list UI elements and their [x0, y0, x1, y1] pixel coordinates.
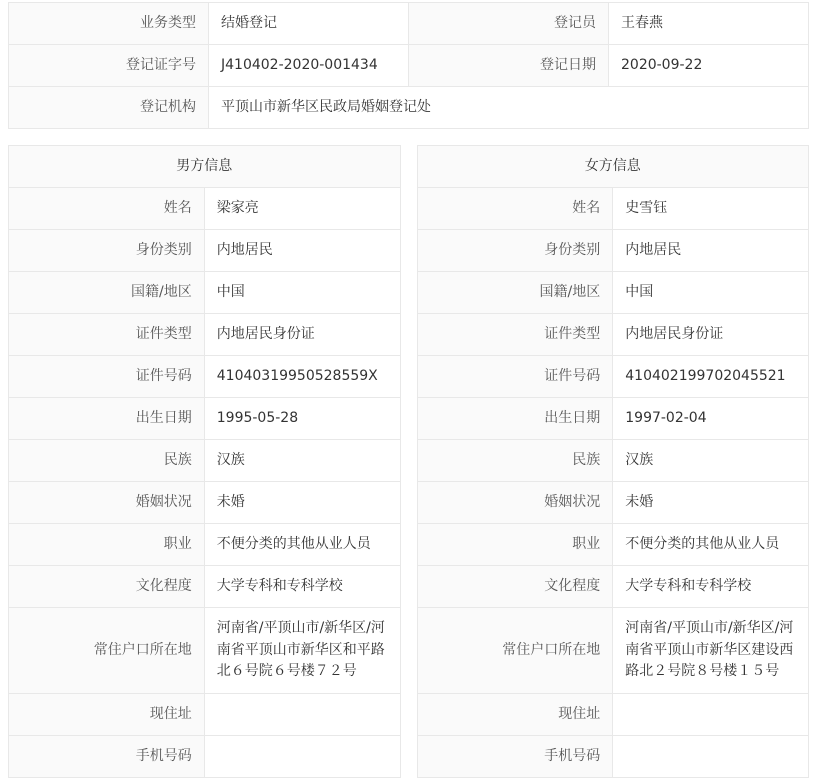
female-nationality-value: 中国 [613, 272, 809, 314]
male-ethnicity-value: 汉族 [204, 440, 400, 482]
male-ethnicity-label: 民族 [9, 440, 205, 482]
certificate-number-label: 登记证字号 [9, 45, 209, 87]
female-panel-title-row [417, 146, 809, 188]
female-nationality-label: 国籍/地区 [417, 272, 613, 314]
certificate-number-value: J410402-2020-001434 [209, 45, 409, 87]
male-panel-title-row [9, 146, 401, 188]
female-identity-type-value: 内地居民 [613, 230, 809, 272]
female-education-label: 文化程度 [417, 566, 613, 608]
female-id-type-value: 内地居民身份证 [613, 314, 809, 356]
female-marital-status-value: 未婚 [613, 482, 809, 524]
table-row [9, 272, 401, 314]
registrar-value: 王春燕 [609, 3, 809, 45]
female-panel-title: 女方信息 [417, 146, 809, 188]
male-occupation-label: 职业 [9, 524, 205, 566]
female-phone-value [613, 736, 809, 778]
table-row [9, 314, 401, 356]
female-birthdate-value: 1997-02-04 [613, 398, 809, 440]
table-row [417, 694, 809, 736]
table-row [417, 230, 809, 272]
table-row [9, 482, 401, 524]
table-row [417, 188, 809, 230]
male-nationality-value: 中国 [204, 272, 400, 314]
male-registered-address-value: 河南省/平顶山市/新华区/河南省平顶山市新华区和平路北６号院６号楼７２号 [204, 608, 400, 694]
table-row [9, 566, 401, 608]
table-row [417, 482, 809, 524]
male-marital-status-value: 未婚 [204, 482, 400, 524]
table-row [417, 398, 809, 440]
male-name-label: 姓名 [9, 188, 205, 230]
table-row [9, 3, 809, 45]
female-id-number-label: 证件号码 [417, 356, 613, 398]
table-row [9, 440, 401, 482]
male-current-address-value [204, 694, 400, 736]
male-education-label: 文化程度 [9, 566, 205, 608]
female-panel [417, 145, 810, 778]
registration-date-value: 2020-09-22 [609, 45, 809, 87]
male-identity-type-label: 身份类别 [9, 230, 205, 272]
female-marital-status-label: 婚姻状况 [417, 482, 613, 524]
female-id-type-label: 证件类型 [417, 314, 613, 356]
female-name-value: 史雪钰 [613, 188, 809, 230]
male-identity-type-value: 内地居民 [204, 230, 400, 272]
male-occupation-value: 不便分类的其他从业人员 [204, 524, 400, 566]
male-id-number-label: 证件号码 [9, 356, 205, 398]
male-name-value: 梁家亮 [204, 188, 400, 230]
male-birthdate-value: 1995-05-28 [204, 398, 400, 440]
female-occupation-label: 职业 [417, 524, 613, 566]
table-row [417, 524, 809, 566]
table-row [9, 398, 401, 440]
female-info-table [417, 145, 810, 778]
summary-table [8, 2, 809, 129]
table-row [9, 524, 401, 566]
table-row [417, 566, 809, 608]
male-id-type-value: 内地居民身份证 [204, 314, 400, 356]
table-row [9, 736, 401, 778]
person-columns [8, 145, 809, 778]
male-birthdate-label: 出生日期 [9, 398, 205, 440]
male-id-number-value: 41040319950528559X [204, 356, 400, 398]
female-ethnicity-value: 汉族 [613, 440, 809, 482]
male-panel-title: 男方信息 [9, 146, 401, 188]
table-row [9, 188, 401, 230]
table-row [9, 45, 809, 87]
male-education-value: 大学专科和专科学校 [204, 566, 400, 608]
table-row [9, 356, 401, 398]
female-ethnicity-label: 民族 [417, 440, 613, 482]
business-type-label: 业务类型 [9, 3, 209, 45]
female-phone-label: 手机号码 [417, 736, 613, 778]
female-education-value: 大学专科和专科学校 [613, 566, 809, 608]
registrar-label: 登记员 [409, 3, 609, 45]
male-panel [8, 145, 401, 778]
male-phone-value [204, 736, 400, 778]
female-occupation-value: 不便分类的其他从业人员 [613, 524, 809, 566]
male-phone-label: 手机号码 [9, 736, 205, 778]
male-registered-address-label: 常住户口所在地 [9, 608, 205, 694]
table-row [9, 694, 401, 736]
table-row [417, 736, 809, 778]
female-id-number-value: 410402199702045521 [613, 356, 809, 398]
male-nationality-label: 国籍/地区 [9, 272, 205, 314]
female-current-address-label: 现住址 [417, 694, 613, 736]
male-current-address-label: 现住址 [9, 694, 205, 736]
table-row [417, 356, 809, 398]
table-row [9, 608, 401, 694]
female-identity-type-label: 身份类别 [417, 230, 613, 272]
registration-org-label: 登记机构 [9, 87, 209, 129]
female-current-address-value [613, 694, 809, 736]
male-info-table [8, 145, 401, 778]
female-name-label: 姓名 [417, 188, 613, 230]
table-row [9, 87, 809, 129]
table-row [417, 314, 809, 356]
table-row [417, 608, 809, 694]
registration-org-value: 平顶山市新华区民政局婚姻登记处 [209, 87, 809, 129]
table-row [417, 440, 809, 482]
male-id-type-label: 证件类型 [9, 314, 205, 356]
business-type-value: 结婚登记 [209, 3, 409, 45]
female-registered-address-value: 河南省/平顶山市/新华区/河南省平顶山市新华区建设西路北２号院８号楼１５号 [613, 608, 809, 694]
registration-date-label: 登记日期 [409, 45, 609, 87]
female-registered-address-label: 常住户口所在地 [417, 608, 613, 694]
male-marital-status-label: 婚姻状况 [9, 482, 205, 524]
female-birthdate-label: 出生日期 [417, 398, 613, 440]
table-row [417, 272, 809, 314]
table-row [9, 230, 401, 272]
